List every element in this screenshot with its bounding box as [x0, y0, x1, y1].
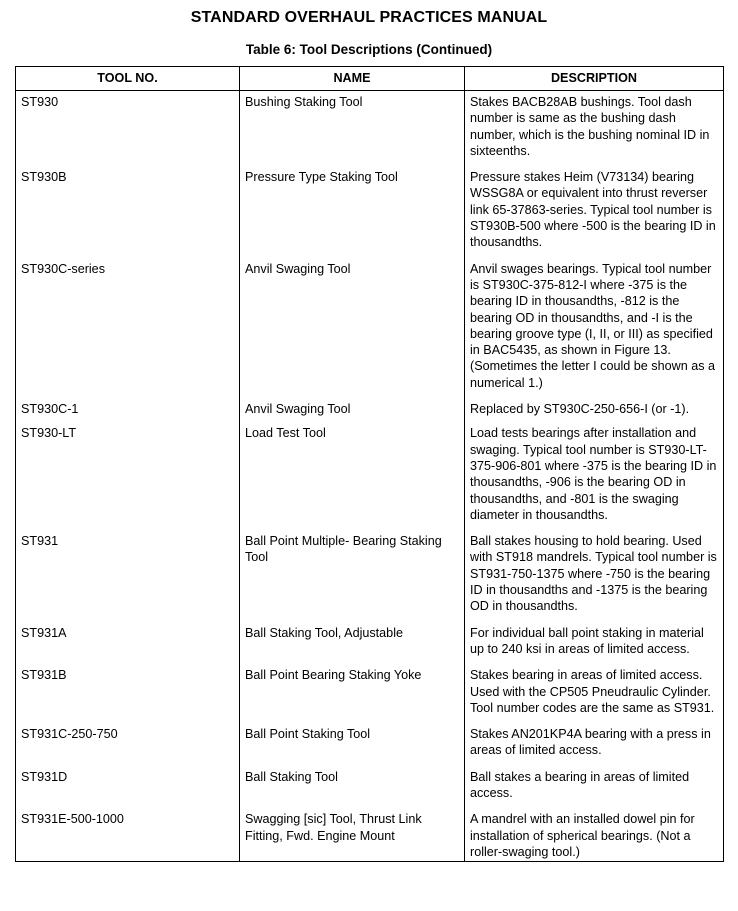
table-row — [16, 723, 724, 766]
tool-description-cell: Stakes BACB28AB bushings. Tool dash number is same as the bushing dash number, which is the bushing nominal ID in sixteenths. — [465, 91, 724, 167]
table-row — [16, 258, 724, 398]
tool-no-cell: ST931C-250-750 — [16, 723, 240, 766]
table-caption: Table 6: Tool Descriptions (Continued) — [245, 42, 493, 57]
tool-no-cell: ST931D — [16, 766, 240, 809]
tool-description-cell: Replaced by ST930C-250-656-I (or -1). — [465, 398, 724, 422]
tool-name-cell: Ball Point Multiple- Bearing Staking Tool — [240, 530, 465, 621]
tool-description-cell: A mandrel with an installed dowel pin for installation of spherical bearings. (Not a roller-swaging tool.) — [465, 808, 724, 861]
table-row — [16, 766, 724, 809]
tool-name-cell: Anvil Swaging Tool — [240, 398, 465, 422]
tool-description-cell: Ball stakes a bearing in areas of limited access. — [465, 766, 724, 809]
table-row — [16, 664, 724, 723]
tool-name-cell: Ball Point Staking Tool — [240, 723, 465, 766]
tool-description-cell: Pressure stakes Heim (V73134) bearing WSSG8A or equivalent into thrust reverser link 65-37863-series. Typical tool number is ST930B-500 where -500 is the bearing ID in thousandths. — [465, 166, 724, 257]
column-header-description: DESCRIPTION — [465, 67, 724, 91]
tool-no-cell: ST931 — [16, 530, 240, 621]
tool-no-cell: ST930C-series — [16, 258, 240, 398]
tool-no-cell: ST930-LT — [16, 422, 240, 530]
tool-no-cell: ST930C-1 — [16, 398, 240, 422]
tool-name-cell: Ball Staking Tool, Adjustable — [240, 622, 465, 665]
column-header-name: NAME — [240, 67, 465, 91]
tool-name-cell: Ball Staking Tool — [240, 766, 465, 809]
tool-name-cell: Load Test Tool — [240, 422, 465, 530]
tool-name-cell: Anvil Swaging Tool — [240, 258, 465, 398]
table-header-row — [16, 67, 724, 91]
tool-description-cell: Ball stakes housing to hold bearing. Used with ST918 mandrels. Typical tool number is ST931-750-1375 where -750 is the bearing ID in thousandths and -1375 is the bearing OD in thousandths. — [465, 530, 724, 621]
tool-no-cell: ST931A — [16, 622, 240, 665]
tool-name-cell: Ball Point Bearing Staking Yoke — [240, 664, 465, 723]
tool-name-cell: Pressure Type Staking Tool — [240, 166, 465, 257]
table-row — [16, 422, 724, 530]
page-title: STANDARD OVERHAUL PRACTICES MANUAL — [190, 9, 548, 26]
tool-descriptions-table — [15, 66, 724, 862]
table-row — [16, 622, 724, 665]
tool-no-cell: ST931B — [16, 664, 240, 723]
table-row — [16, 530, 724, 621]
tool-description-cell: Stakes bearing in areas of limited access. Used with the CP505 Pneudraulic Cylinder. Tool number codes are the same as ST931. — [465, 664, 724, 723]
tool-description-cell: Load tests bearings after installation and swaging. Typical tool number is ST930-LT-375-906-801 where -375 is the bearing ID in thousandths, -906 is the bearing OD in thousandths, and -801 is the swaging diameter in thousandths. — [465, 422, 724, 530]
table-row — [16, 91, 724, 167]
tool-no-cell: ST931E-500-1000 — [16, 808, 240, 861]
table-row — [16, 166, 724, 257]
table-row — [16, 398, 724, 422]
column-header-tool-no: TOOL NO. — [16, 67, 240, 91]
tool-description-cell: Stakes AN201KP4A bearing with a press in areas of limited access. — [465, 723, 724, 766]
tool-description-cell: Anvil swages bearings. Typical tool number is ST930C-375-812-I where -375 is the bearing ID in thousandths, -812 is the bearing OD in thousandths, and -I is the bearing groove type (I, II, or III) as specified in BAC5435, as shown in Figure 13. (Sometimes the letter I could be shown as a numerical 1.) — [465, 258, 724, 398]
tool-no-cell: ST930B — [16, 166, 240, 257]
tool-name-cell: Bushing Staking Tool — [240, 91, 465, 167]
tool-no-cell: ST930 — [16, 91, 240, 167]
tool-name-cell: Swagging [sic] Tool, Thrust Link Fitting, Fwd. Engine Mount — [240, 808, 465, 861]
tool-description-cell: For individual ball point staking in material up to 240 ksi in areas of limited access. — [465, 622, 724, 665]
table-row — [16, 808, 724, 861]
